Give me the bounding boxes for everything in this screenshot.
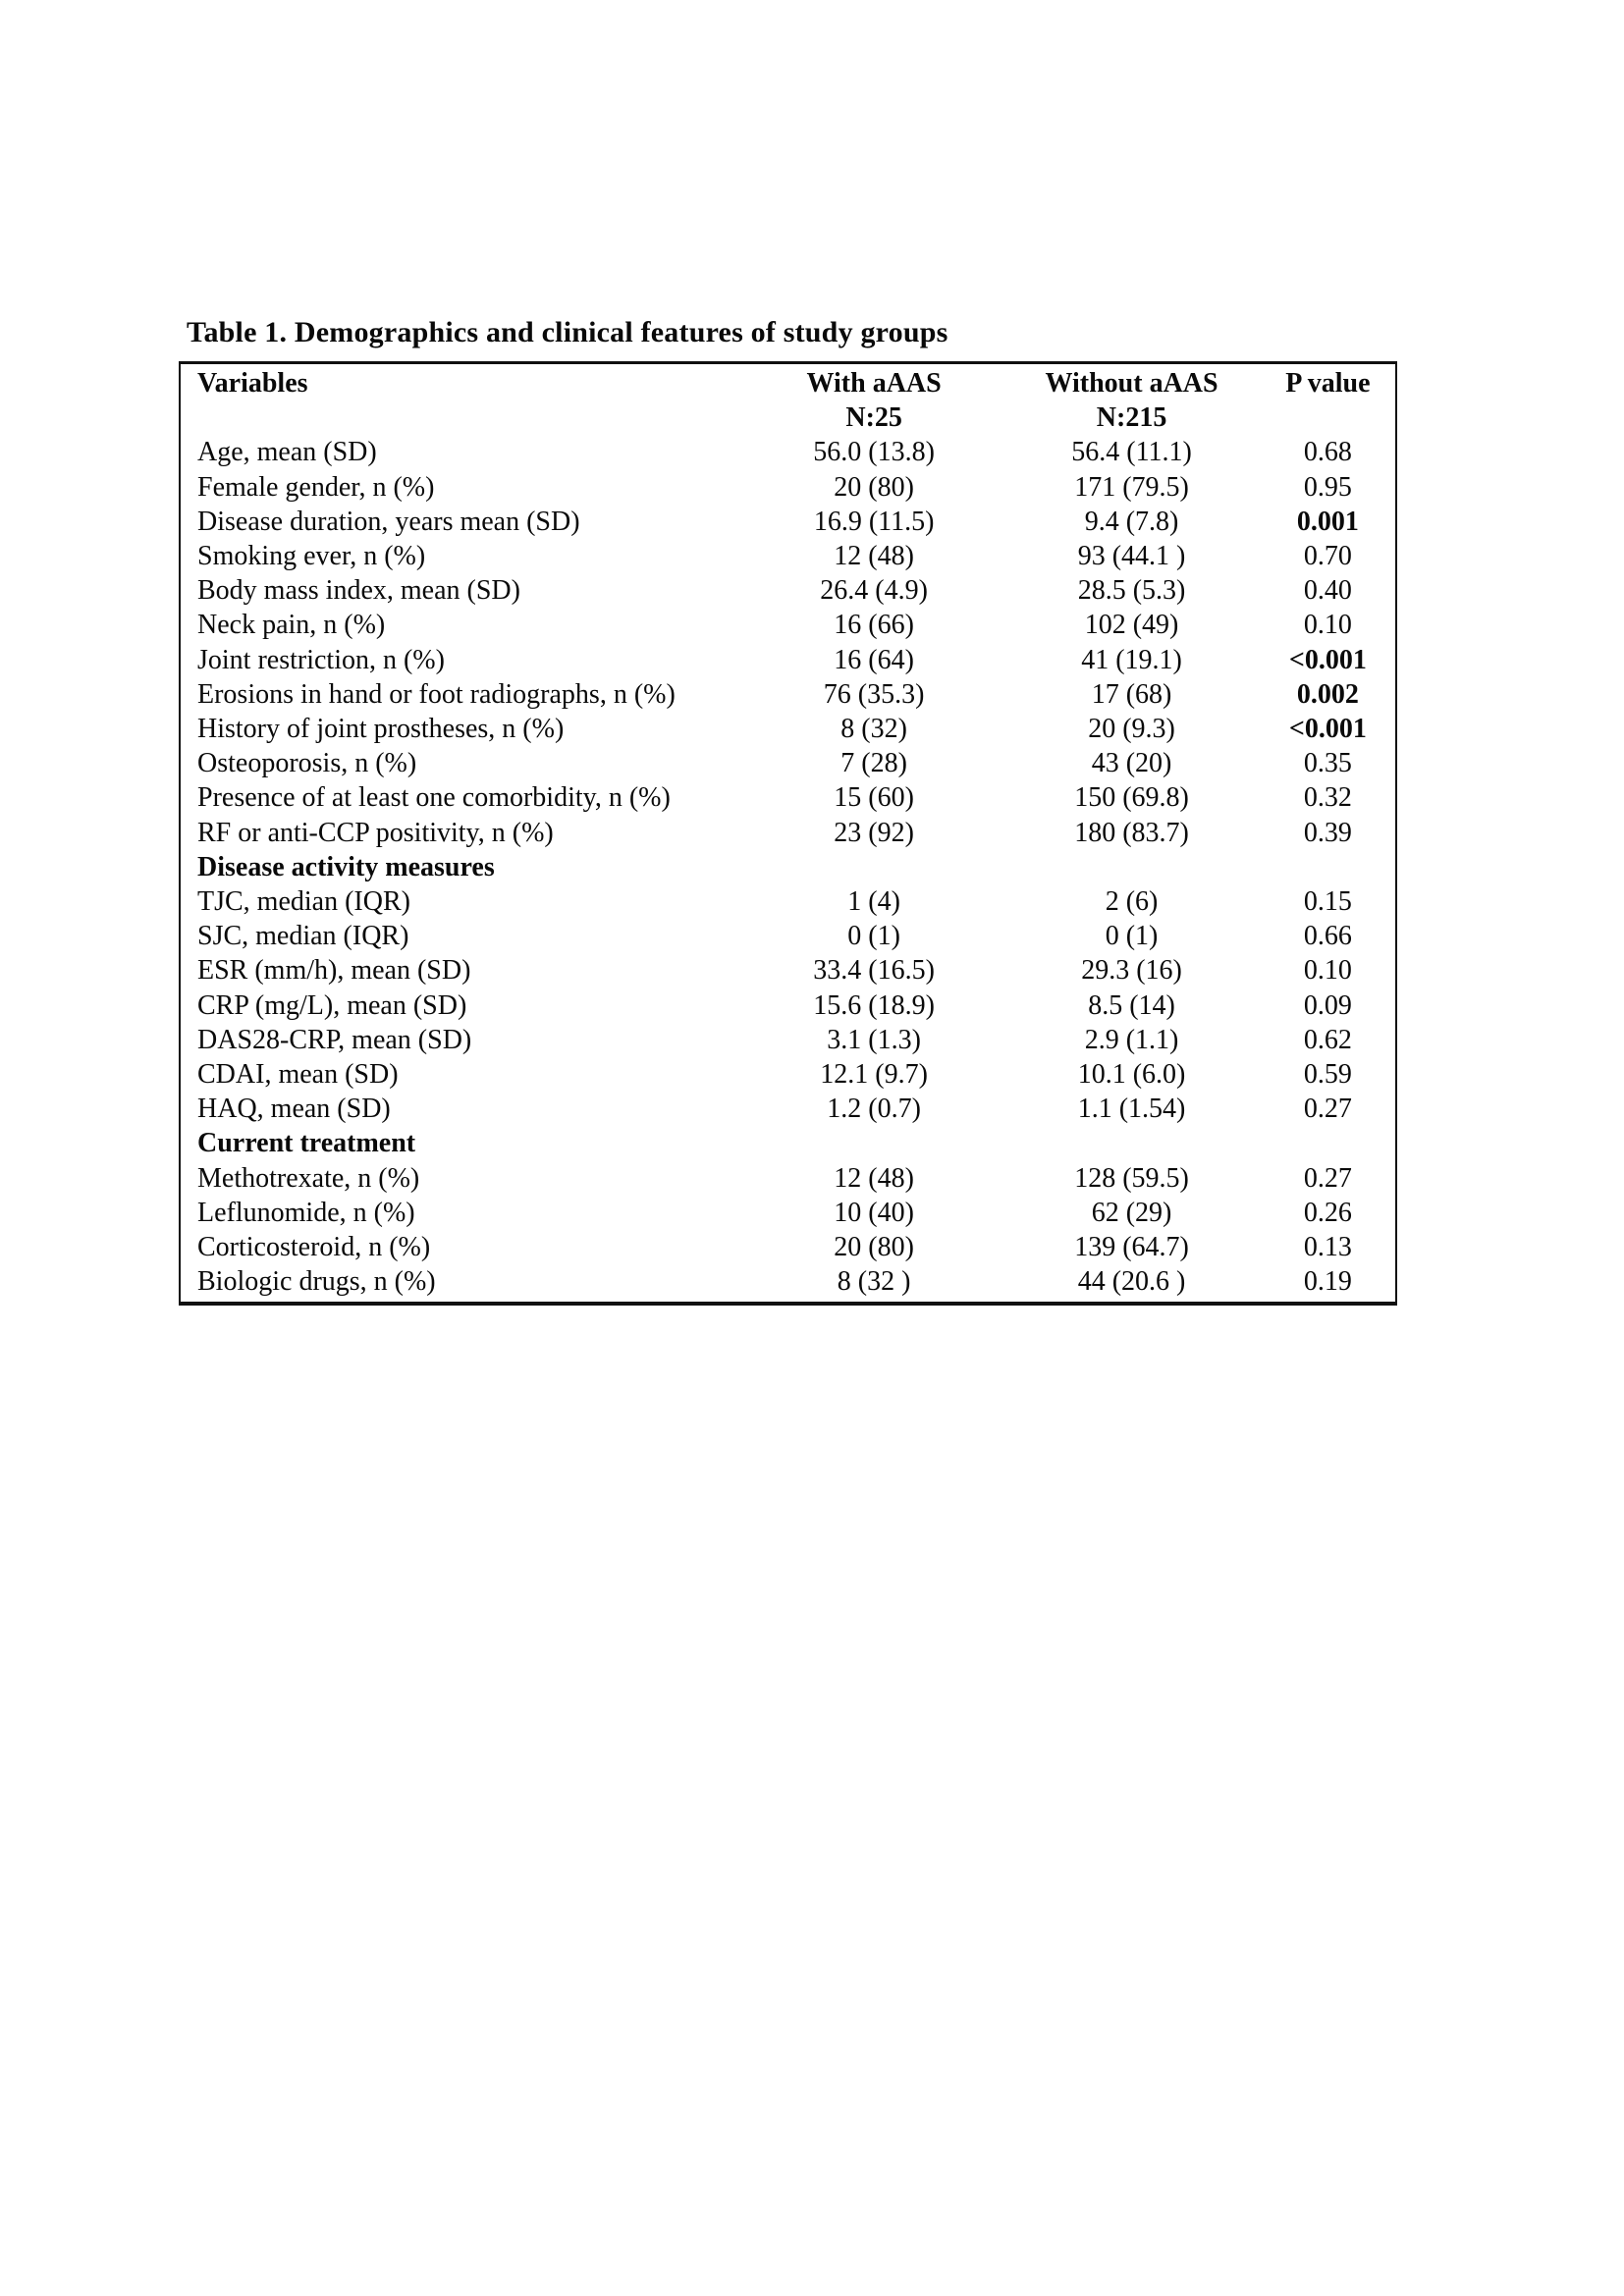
table-row bbox=[180, 573, 1396, 608]
column-header-with-aaas-n: N:25 bbox=[845, 402, 902, 434]
row-p-value: 0.09 bbox=[1303, 989, 1352, 1021]
table-row bbox=[180, 1023, 1396, 1057]
row-variable-label: RF or anti-CCP positivity, n (%) bbox=[197, 817, 554, 848]
row-without-aaas-value: 10.1 (6.0) bbox=[1077, 1059, 1186, 1091]
table-row bbox=[180, 919, 1396, 953]
demographics-table-grid bbox=[179, 361, 1397, 1306]
row-without-aaas-value: 150 (69.8) bbox=[1074, 782, 1189, 814]
row-variable-label: History of joint prostheses, n (%) bbox=[197, 714, 565, 745]
table-row bbox=[180, 608, 1396, 642]
column-header-without-aaas bbox=[1002, 363, 1260, 436]
row-without-aaas-value: 29.3 (16) bbox=[1081, 955, 1182, 987]
table-row bbox=[180, 988, 1396, 1023]
column-header-without-aaas-n: N:215 bbox=[1096, 402, 1167, 434]
row-variable-label: Leflunomide, n (%) bbox=[197, 1197, 415, 1228]
row-with-aaas-value bbox=[745, 1126, 1002, 1160]
row-variable-label: Body mass index, mean (SD) bbox=[197, 575, 520, 607]
row-without-aaas-value: 0 (1) bbox=[1105, 921, 1159, 952]
row-variable-label: Disease duration, years mean (SD) bbox=[197, 506, 580, 537]
column-header-p-value: P value bbox=[1285, 368, 1371, 399]
row-without-aaas-value: 8.5 (14) bbox=[1088, 989, 1175, 1021]
row-p-value: 0.32 bbox=[1303, 782, 1352, 814]
row-without-aaas-value: 180 (83.7) bbox=[1074, 817, 1189, 848]
row-p-value: 0.19 bbox=[1303, 1266, 1352, 1298]
row-variable-label: Disease activity measures bbox=[197, 851, 495, 882]
row-with-aaas-value: 3.1 (1.3) bbox=[827, 1024, 921, 1055]
row-p-value: 0.10 bbox=[1303, 610, 1352, 641]
row-with-aaas-value: 8 (32 ) bbox=[837, 1266, 911, 1298]
table-row bbox=[180, 816, 1396, 850]
row-variable-label: Neck pain, n (%) bbox=[197, 610, 386, 641]
row-with-aaas-value: 16 (64) bbox=[834, 644, 914, 675]
column-header-with-aaas bbox=[745, 363, 1002, 436]
table-row bbox=[180, 643, 1396, 677]
column-header-without-aaas-group: Without aAAS bbox=[1045, 368, 1218, 399]
row-with-aaas-value: 0 (1) bbox=[847, 921, 900, 952]
row-with-aaas-value: 1.2 (0.7) bbox=[827, 1094, 921, 1125]
row-p-value: 0.13 bbox=[1303, 1232, 1352, 1263]
column-header-with-aaas-group: With aAAS bbox=[806, 368, 942, 399]
row-p-value: 0.001 bbox=[1296, 506, 1359, 537]
row-without-aaas-value: 43 (20) bbox=[1091, 748, 1172, 779]
row-variable-label: Erosions in hand or foot radiographs, n (%) bbox=[197, 678, 676, 710]
row-without-aaas-value: 93 (44.1 ) bbox=[1077, 541, 1186, 572]
row-without-aaas-value: 41 (19.1) bbox=[1081, 644, 1182, 675]
row-with-aaas-value: 56.0 (13.8) bbox=[813, 437, 935, 468]
row-without-aaas-value: 139 (64.7) bbox=[1074, 1232, 1189, 1263]
row-with-aaas-value: 8 (32) bbox=[840, 714, 907, 745]
row-variable-label: Age, mean (SD) bbox=[197, 437, 377, 468]
row-with-aaas-value: 12.1 (9.7) bbox=[820, 1059, 928, 1091]
table-row bbox=[180, 884, 1396, 919]
table-row bbox=[180, 539, 1396, 573]
header-row bbox=[180, 363, 1396, 436]
row-variable-label: Joint restriction, n (%) bbox=[197, 644, 445, 675]
row-p-value: <0.001 bbox=[1288, 644, 1367, 675]
table-row bbox=[180, 1230, 1396, 1264]
table-row bbox=[180, 505, 1396, 539]
row-variable-label: TJC, median (IQR) bbox=[197, 886, 410, 918]
row-with-aaas-value: 12 (48) bbox=[834, 541, 914, 572]
row-with-aaas-value bbox=[745, 850, 1002, 884]
row-without-aaas-value: 171 (79.5) bbox=[1074, 471, 1189, 503]
row-p-value: 0.15 bbox=[1303, 886, 1352, 918]
row-with-aaas-value: 7 (28) bbox=[840, 748, 907, 779]
demographics-table bbox=[179, 361, 1397, 1306]
row-p-value: 0.70 bbox=[1303, 541, 1352, 572]
row-p-value bbox=[1261, 1126, 1396, 1160]
table-row bbox=[180, 780, 1396, 815]
row-p-value: 0.27 bbox=[1303, 1094, 1352, 1125]
row-without-aaas-value bbox=[1002, 850, 1260, 884]
row-without-aaas-value: 56.4 (11.1) bbox=[1071, 437, 1192, 468]
table-row bbox=[180, 1161, 1396, 1196]
row-variable-label: Methotrexate, n (%) bbox=[197, 1162, 420, 1194]
row-without-aaas-value: 17 (68) bbox=[1091, 678, 1172, 710]
table-title: Table 1. Demographics and clinical features of study groups bbox=[187, 316, 948, 348]
table-row bbox=[180, 1264, 1396, 1304]
row-variable-label: HAQ, mean (SD) bbox=[197, 1094, 391, 1125]
row-variable-label: Current treatment bbox=[197, 1128, 416, 1159]
table-row bbox=[180, 470, 1396, 505]
row-with-aaas-value: 16 (66) bbox=[834, 610, 914, 641]
row-p-value: 0.26 bbox=[1303, 1197, 1352, 1228]
row-without-aaas-value: 20 (9.3) bbox=[1088, 714, 1175, 745]
table-row bbox=[180, 1057, 1396, 1092]
row-p-value: <0.001 bbox=[1288, 714, 1367, 745]
row-without-aaas-value: 2 (6) bbox=[1105, 886, 1159, 918]
row-variable-label: Biologic drugs, n (%) bbox=[197, 1266, 436, 1298]
row-p-value: 0.62 bbox=[1303, 1024, 1352, 1055]
row-p-value: 0.59 bbox=[1303, 1059, 1352, 1091]
column-header-variables: Variables bbox=[197, 368, 308, 399]
row-variable-label: SJC, median (IQR) bbox=[197, 921, 409, 952]
row-p-value: 0.95 bbox=[1303, 471, 1352, 503]
row-without-aaas-value: 44 (20.6 ) bbox=[1077, 1266, 1186, 1298]
table-header bbox=[180, 363, 1396, 436]
table-row bbox=[180, 677, 1396, 712]
row-with-aaas-value: 33.4 (16.5) bbox=[813, 955, 935, 987]
row-without-aaas-value: 62 (29) bbox=[1091, 1197, 1172, 1228]
row-without-aaas-value: 28.5 (5.3) bbox=[1077, 575, 1186, 607]
row-with-aaas-value: 1 (4) bbox=[847, 886, 900, 918]
row-with-aaas-value: 76 (35.3) bbox=[823, 678, 925, 710]
row-p-value: 0.40 bbox=[1303, 575, 1352, 607]
table-row bbox=[180, 435, 1396, 469]
row-without-aaas-value: 1.1 (1.54) bbox=[1077, 1094, 1186, 1125]
row-variable-label: Female gender, n (%) bbox=[197, 471, 435, 503]
row-variable-label: CRP (mg/L), mean (SD) bbox=[197, 989, 467, 1021]
row-variable-label: Smoking ever, n (%) bbox=[197, 541, 426, 572]
table-row bbox=[180, 712, 1396, 746]
row-with-aaas-value: 23 (92) bbox=[834, 817, 914, 848]
row-with-aaas-value: 12 (48) bbox=[834, 1162, 914, 1194]
table-row bbox=[180, 746, 1396, 780]
row-with-aaas-value: 20 (80) bbox=[834, 1232, 914, 1263]
row-variable-label: CDAI, mean (SD) bbox=[197, 1059, 399, 1091]
row-p-value: 0.002 bbox=[1296, 678, 1359, 710]
row-with-aaas-value: 16.9 (11.5) bbox=[813, 506, 935, 537]
row-p-value: 0.39 bbox=[1303, 817, 1352, 848]
row-with-aaas-value: 20 (80) bbox=[834, 471, 914, 503]
row-variable-label: ESR (mm/h), mean (SD) bbox=[197, 955, 471, 987]
row-with-aaas-value: 10 (40) bbox=[834, 1197, 914, 1228]
row-p-value bbox=[1261, 850, 1396, 884]
row-with-aaas-value: 26.4 (4.9) bbox=[820, 575, 928, 607]
row-without-aaas-value: 2.9 (1.1) bbox=[1084, 1024, 1179, 1055]
row-variable-label: Corticosteroid, n (%) bbox=[197, 1232, 431, 1263]
row-without-aaas-value: 9.4 (7.8) bbox=[1084, 506, 1179, 537]
row-without-aaas-value bbox=[1002, 1126, 1260, 1160]
row-without-aaas-value: 102 (49) bbox=[1084, 610, 1179, 641]
row-p-value: 0.66 bbox=[1303, 921, 1352, 952]
table-row bbox=[180, 953, 1396, 988]
row-with-aaas-value: 15 (60) bbox=[834, 782, 914, 814]
row-p-value: 0.27 bbox=[1303, 1162, 1352, 1194]
row-with-aaas-value: 15.6 (18.9) bbox=[813, 989, 935, 1021]
table-body bbox=[180, 435, 1396, 1304]
table-row bbox=[180, 1126, 1396, 1160]
row-variable-label: Presence of at least one comorbidity, n (%) bbox=[197, 782, 671, 814]
row-without-aaas-value: 128 (59.5) bbox=[1074, 1162, 1189, 1194]
row-variable-label: DAS28-CRP, mean (SD) bbox=[197, 1024, 472, 1055]
row-p-value: 0.10 bbox=[1303, 955, 1352, 987]
table-row bbox=[180, 850, 1396, 884]
row-p-value: 0.68 bbox=[1303, 437, 1352, 468]
row-p-value: 0.35 bbox=[1303, 748, 1352, 779]
table-row bbox=[180, 1092, 1396, 1126]
row-variable-label: Osteoporosis, n (%) bbox=[197, 748, 417, 779]
table-row bbox=[180, 1196, 1396, 1230]
